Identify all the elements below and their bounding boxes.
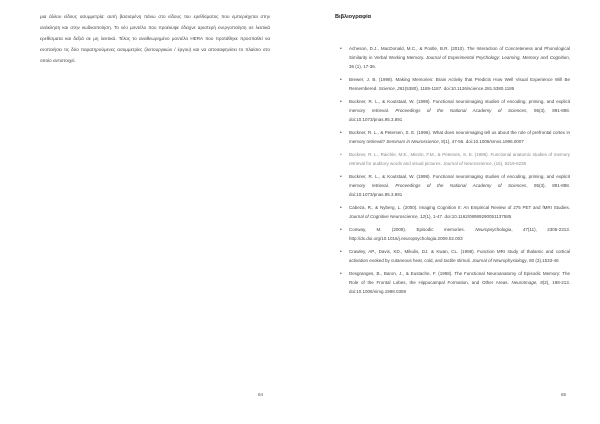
paragraph: μια άλλου είδους ασυμμετρία: αυτή βασισμένη πάνω στο είδους του ερεθίσματος που εμπεριέχεται στην ανάκληση και στην κωδικοποίηση. Το νέο μοντέλο που προέκυψε έδειχνε αριστερή ενεργοποίηση σε λεκτικά ερεθίσματα και δεξιά σε μη λεκτικά. Τέλος το αναθεωρημένο μοντέλο HERA που προτάθηκε προσπαθεί να ενοποιήσει τις δύο παρατηρούμενες ασυμμετρίες (λειτουργικών / έργου) και να αποσαφηνίσει το πλαίσιο στο οποίο αντιστοιχεί. <box>40 14 270 63</box>
bullet-icon: • <box>340 248 342 255</box>
bullet-icon: • <box>340 76 342 83</box>
reference-details: , (16), 6219-6235 <box>491 160 527 166</box>
reference-text: Buckner, R. L., & Koutstaal, W. (1998). Functional neuroimaging studies of encoding, priming, and explicit memory retrieval. <box>349 98 570 113</box>
reference-source: Science, 281 <box>378 85 405 91</box>
bullet-icon: • <box>340 226 342 233</box>
reference-item <box>338 76 570 94</box>
reference-source: Journal of Neuroscience <box>443 160 492 166</box>
reference-details: (2), 198-213. doi:10.1006/nimg.1998.0359 <box>349 279 570 294</box>
reference-item <box>338 204 570 222</box>
page-number-left: 64 <box>258 392 264 397</box>
reference-item <box>338 98 570 125</box>
reference-item <box>338 226 570 244</box>
bullet-icon: • <box>340 204 342 211</box>
reference-details: , 95(3), 891-898. doi:10.1073/pnas.95.3.891 <box>349 107 570 122</box>
reference-source: Journal of Neurophysiology <box>472 257 527 263</box>
reference-source: Journal of Cognitive Neuroscience, 12 <box>349 213 426 219</box>
bibliography-list <box>338 45 570 301</box>
bullet-icon: • <box>340 129 342 136</box>
bullet-icon: • <box>340 98 342 105</box>
reference-text: Buckner, R. L., & Koutstaal, W. (1998). Functional neuroimaging studies of encoding, priming, and explicit memory retrieval. <box>349 173 570 188</box>
reference-details: , 95(3), 891-898. doi:10.1073/pnas.95.3.891 <box>349 182 570 197</box>
reference-source: NeuroImage, 8 <box>511 279 543 285</box>
reference-item <box>338 129 570 147</box>
reference-details: , 47(11), 2305-2313. http://dx.doi.org/10.1016/j.neuropsychologia.2009.02.003 <box>349 226 570 241</box>
reference-item <box>338 270 570 297</box>
reference-text: Conway, M. (2009). Episodic memories. <box>349 226 476 232</box>
reference-source: Neuropsychologia <box>475 226 512 232</box>
reference-details: , 8(1), 47-55. doi:10.1006/smns.1996.0007 <box>438 138 524 144</box>
reference-item <box>338 45 570 72</box>
reference-source: Proceedings of the National Academy of Sciences <box>395 107 527 113</box>
bullet-icon: • <box>340 46 342 52</box>
reference-text: Cabeza, R., & Nyberg, L. (2000). Imaging Cognition II: An Empirical Review of 275 PET and fMRI Studies. <box>349 204 570 210</box>
reference-text: Desgranges, B., Baron, J., & Eustache, F. (1998). The Functional Neuroanatomy of Episodic Memory: The Role of the Frontal Lobes, the Hippocampal Formation, and Other Areas. <box>349 270 570 285</box>
bullet-icon: • <box>340 270 342 277</box>
body-text <box>40 12 270 67</box>
reference-item <box>338 173 570 200</box>
reference-details: (1), 1-47. doi:10.1162/08989290051137585 <box>425 213 512 219</box>
reference-item <box>338 248 570 266</box>
reference-text: Crawley, AP., Davis, KD., Mikulis, DJ. & Kwan, CL. (1998). Function MRI study of thalamic and cortical activation evoked by cutaneous heat, cold, and tactile stimuli. <box>349 248 570 263</box>
reference-source: Journal of Experimental Psychology: Learning, Memory and Cognition <box>425 54 569 60</box>
reference-details: , 80 (3),1533-46 <box>526 257 559 263</box>
page-number-right: 65 <box>561 392 567 397</box>
bullet-icon: • <box>340 173 342 180</box>
reference-text: Acheson, D.J., MacDonald, M.C., & Postle, B.R. (2010). The Interaction of Concreteness and Phonological Similarity in Verbal Working Memory. <box>349 46 570 60</box>
reference-details: , 36 (1), 17-36. <box>349 54 570 69</box>
reference-text: Buckner, R. L., & Petersen, S. E. (1996). What does neuroimaging tell us about the role of prefrontal cortex in memory retrieval? <box>349 129 570 144</box>
bibliography-heading: Βιβλιογραφία <box>335 14 372 20</box>
reference-item <box>338 151 570 169</box>
bullet-icon: • <box>340 151 342 158</box>
reference-source: Proceedings of the National Academy of Sciences <box>395 182 527 188</box>
reference-text: Brewer, J. B. (1998). Making Memories: Brain Activity that Predicts How Well Visual Experience Will Be Remembered. <box>349 76 570 91</box>
reference-details: (5380), 1185-1187. doi:10.1126/science.281.5380.1185 <box>404 85 515 91</box>
reference-source: Seminars in Neuroscience <box>386 138 439 144</box>
reference-text: Buckner, R. L., Raichle, M.E., Miezin, F.M., & Petersen, S. E. (1996). Functional anatomic studies of memory retrieval for auditory words and visual pictures. <box>349 151 570 166</box>
